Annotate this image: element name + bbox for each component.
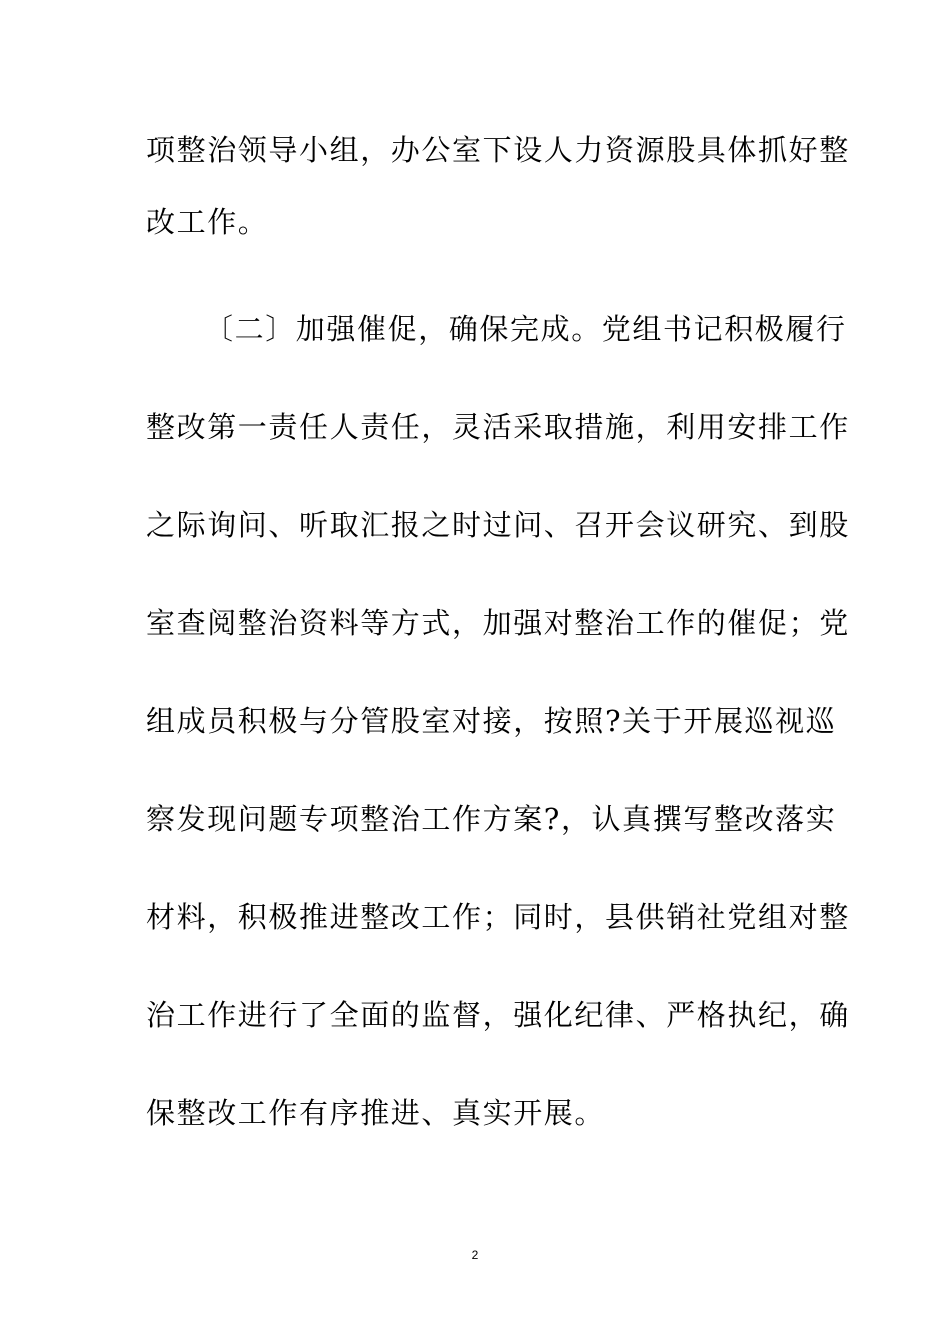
text-line: 改工作。 [146, 205, 269, 239]
text-line: 整改第一责任人责任，灵活采取措施，利用安排工作 [146, 410, 850, 444]
text-line: 室查阅整治资料等方式，加强对整治工作的催促；党 [146, 606, 850, 640]
text-line: 组成员积极与分管股室对接，按照?关于开展巡视巡 [146, 704, 837, 738]
text-line: 察发现问题专项整治工作方案?，认真撰写整改落实 [146, 802, 837, 836]
text-line: 治工作进行了全面的监督，强化纪律、严格执纪，确 [146, 998, 850, 1032]
text-line: 之际询问、听取汇报之时过问、召开会议研究、到股 [146, 508, 850, 542]
page-number: 2 [471, 1248, 479, 1262]
text-line: 保整改工作有序推进、真实开展。 [146, 1096, 606, 1130]
text-line: 材料，积极推进整改工作；同时，县供销社党组对整 [146, 900, 850, 934]
text-line: 项整治领导小组，办公室下设人力资源股具体抓好整 [146, 133, 850, 167]
paragraph-heading-line: 〔二〕加强催促，确保完成。党组书记积极履行 [204, 312, 847, 346]
